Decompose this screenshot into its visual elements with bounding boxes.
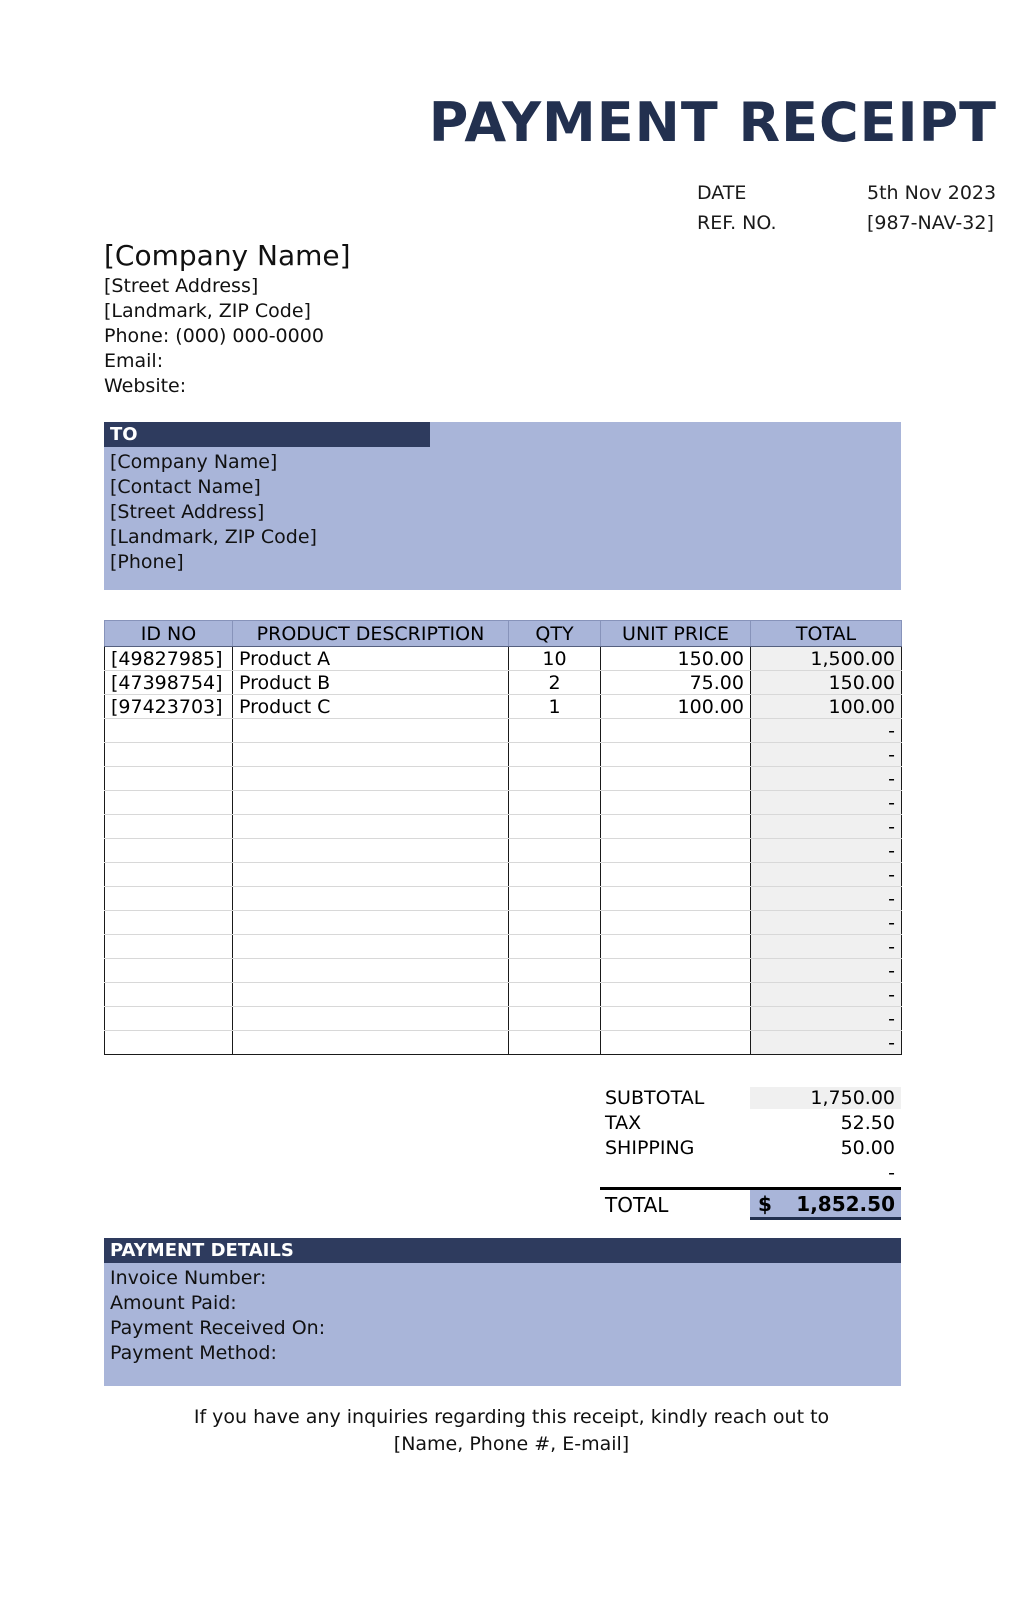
cell-unit-price [601, 935, 751, 959]
cell-id-no: [47398754] [105, 671, 233, 695]
sender-line: [Street Address] [104, 275, 259, 297]
cell-qty [509, 983, 601, 1007]
cell-id-no: [49827985] [105, 647, 233, 671]
cell-product-description [233, 839, 509, 863]
payment-detail-line: Amount Paid: [110, 1292, 237, 1314]
summary-value: 50.00 [840, 1136, 895, 1159]
cell-total: - [751, 863, 902, 887]
cell-unit-price [601, 983, 751, 1007]
cell-qty [509, 887, 601, 911]
table-row [105, 983, 902, 1007]
cell-qty [509, 719, 601, 743]
cell-total: - [751, 1031, 902, 1055]
summary-row [600, 1160, 901, 1185]
line-items-body [105, 647, 902, 1055]
cell-id-no [105, 767, 233, 791]
cell-unit-price [601, 839, 751, 863]
cell-qty [509, 743, 601, 767]
cell-qty [509, 791, 601, 815]
summary-label: SHIPPING [605, 1136, 695, 1159]
cell-id-no [105, 1007, 233, 1031]
cell-product-description [233, 791, 509, 815]
sender-line: Email: [104, 350, 164, 372]
cell-unit-price [601, 719, 751, 743]
cell-unit-price: 150.00 [601, 647, 751, 671]
cell-qty [509, 1007, 601, 1031]
recipient-line: [Phone] [110, 551, 184, 573]
table-row [105, 791, 902, 815]
cell-product-description: Product B [233, 671, 509, 695]
cell-qty [509, 1031, 601, 1055]
cell-id-no [105, 743, 233, 767]
cell-unit-price [601, 863, 751, 887]
cell-product-description [233, 983, 509, 1007]
cell-id-no: [97423703] [105, 695, 233, 719]
cell-id-no [105, 983, 233, 1007]
cell-qty: 2 [509, 671, 601, 695]
cell-product-description [233, 959, 509, 983]
date-row [697, 178, 997, 208]
cell-unit-price [601, 1007, 751, 1031]
cell-total: - [751, 911, 902, 935]
payment-details-lines [110, 1266, 325, 1366]
cell-qty [509, 839, 601, 863]
column-header-qty: QTY [509, 621, 601, 647]
cell-total: 100.00 [751, 695, 902, 719]
cell-unit-price [601, 743, 751, 767]
grand-total-row [600, 1187, 901, 1220]
cell-total: - [751, 983, 902, 1007]
table-row [105, 887, 902, 911]
cell-id-no [105, 935, 233, 959]
cell-total: - [751, 815, 902, 839]
summary-value: 1,750.00 [750, 1087, 901, 1109]
cell-qty: 10 [509, 647, 601, 671]
ref-no-row [697, 208, 997, 238]
table-row [105, 839, 902, 863]
summary-value: - [888, 1161, 895, 1184]
currency-symbol: $ [758, 1191, 772, 1216]
table-row [105, 671, 902, 695]
cell-qty: 1 [509, 695, 601, 719]
sender-address-lines [104, 274, 351, 399]
cell-qty [509, 863, 601, 887]
cell-total: 150.00 [751, 671, 902, 695]
cell-total: - [751, 887, 902, 911]
date-label: DATE [697, 182, 747, 204]
footer-line-2: [Name, Phone #, E-mail] [393, 1433, 630, 1455]
cell-unit-price [601, 911, 751, 935]
summary-block [600, 1085, 901, 1220]
column-header-total: TOTAL [751, 621, 902, 647]
table-row [105, 935, 902, 959]
cell-product-description [233, 1031, 509, 1055]
summary-rows [600, 1085, 901, 1185]
payment-details-block [104, 1238, 901, 1386]
summary-row [600, 1135, 901, 1160]
cell-product-description [233, 911, 509, 935]
payment-detail-line: Payment Received On: [110, 1317, 326, 1339]
cell-total: 1,500.00 [751, 647, 902, 671]
table-row [105, 863, 902, 887]
summary-row [600, 1085, 901, 1110]
summary-label: SUBTOTAL [605, 1086, 705, 1109]
table-row [105, 767, 902, 791]
table-row [105, 743, 902, 767]
grand-total-label: TOTAL [605, 1193, 669, 1217]
cell-qty [509, 935, 601, 959]
summary-value: 52.50 [840, 1111, 895, 1134]
cell-id-no [105, 911, 233, 935]
cell-total: - [751, 839, 902, 863]
cell-total: - [751, 719, 902, 743]
table-row [105, 719, 902, 743]
grand-total-amount: 1,852.50 [796, 1191, 895, 1216]
cell-total: - [751, 935, 902, 959]
summary-row [600, 1110, 901, 1135]
cell-total: - [751, 1007, 902, 1031]
cell-total: - [751, 743, 902, 767]
recipient-address-lines [110, 450, 317, 575]
cell-unit-price [601, 959, 751, 983]
cell-id-no [105, 719, 233, 743]
table-row [105, 647, 902, 671]
recipient-line: [Contact Name] [110, 476, 261, 498]
recipient-heading: TO [104, 422, 430, 447]
column-header-unit-price: UNIT PRICE [601, 621, 751, 647]
cell-product-description [233, 1007, 509, 1031]
summary-label: TAX [605, 1111, 642, 1134]
recipient-line: [Company Name] [110, 451, 278, 473]
table-row [105, 959, 902, 983]
cell-qty [509, 959, 601, 983]
payment-detail-line: Invoice Number: [110, 1267, 267, 1289]
cell-qty [509, 911, 601, 935]
table-header-row [105, 621, 902, 647]
recipient-line: [Landmark, ZIP Code] [110, 526, 317, 548]
cell-product-description [233, 743, 509, 767]
table-row [105, 1031, 902, 1055]
table-row [105, 911, 902, 935]
cell-total: - [751, 791, 902, 815]
cell-total: - [751, 959, 902, 983]
payment-details-heading: PAYMENT DETAILS [104, 1238, 901, 1263]
cell-product-description [233, 863, 509, 887]
footer-note [0, 1404, 1023, 1458]
cell-unit-price [601, 815, 751, 839]
column-header-product-description: PRODUCT DESCRIPTION [233, 621, 509, 647]
cell-product-description: Product A [233, 647, 509, 671]
cell-id-no [105, 839, 233, 863]
date-value: 5th Nov 2023 [867, 182, 997, 204]
cell-id-no [105, 791, 233, 815]
cell-qty [509, 767, 601, 791]
footer-line-1: If you have any inquiries regarding this receipt, kindly reach out to [193, 1406, 830, 1428]
cell-product-description [233, 719, 509, 743]
column-header-id-no: ID NO [105, 621, 233, 647]
cell-id-no [105, 815, 233, 839]
page-title: PAYMENT RECEIPT [428, 91, 997, 154]
receipt-meta [697, 178, 997, 238]
recipient-line: [Street Address] [110, 501, 265, 523]
cell-qty [509, 815, 601, 839]
cell-unit-price [601, 887, 751, 911]
sender-block [104, 238, 351, 399]
cell-unit-price [601, 1031, 751, 1055]
cell-total: - [751, 767, 902, 791]
ref-no-label: REF. NO. [697, 212, 777, 234]
sender-company-name: [Company Name] [104, 239, 351, 272]
cell-id-no [105, 959, 233, 983]
sender-line: [Landmark, ZIP Code] [104, 300, 311, 322]
line-items-header [105, 621, 902, 647]
line-items-table [104, 620, 902, 1055]
sender-line: Website: [104, 375, 187, 397]
cell-product-description [233, 935, 509, 959]
table-row [105, 695, 902, 719]
cell-product-description: Product C [233, 695, 509, 719]
cell-unit-price [601, 767, 751, 791]
table-row [105, 1007, 902, 1031]
sender-line: Phone: (000) 000-0000 [104, 325, 324, 347]
cell-id-no [105, 887, 233, 911]
grand-total-value-cell [750, 1190, 901, 1220]
cell-id-no [105, 1031, 233, 1055]
payment-detail-line: Payment Method: [110, 1342, 277, 1364]
cell-unit-price: 100.00 [601, 695, 751, 719]
cell-product-description [233, 767, 509, 791]
cell-unit-price: 75.00 [601, 671, 751, 695]
table-row [105, 815, 902, 839]
cell-unit-price [601, 791, 751, 815]
recipient-block [104, 422, 901, 590]
cell-id-no [105, 863, 233, 887]
cell-product-description [233, 887, 509, 911]
ref-no-value: [987-NAV-32] [867, 212, 994, 234]
cell-product-description [233, 815, 509, 839]
